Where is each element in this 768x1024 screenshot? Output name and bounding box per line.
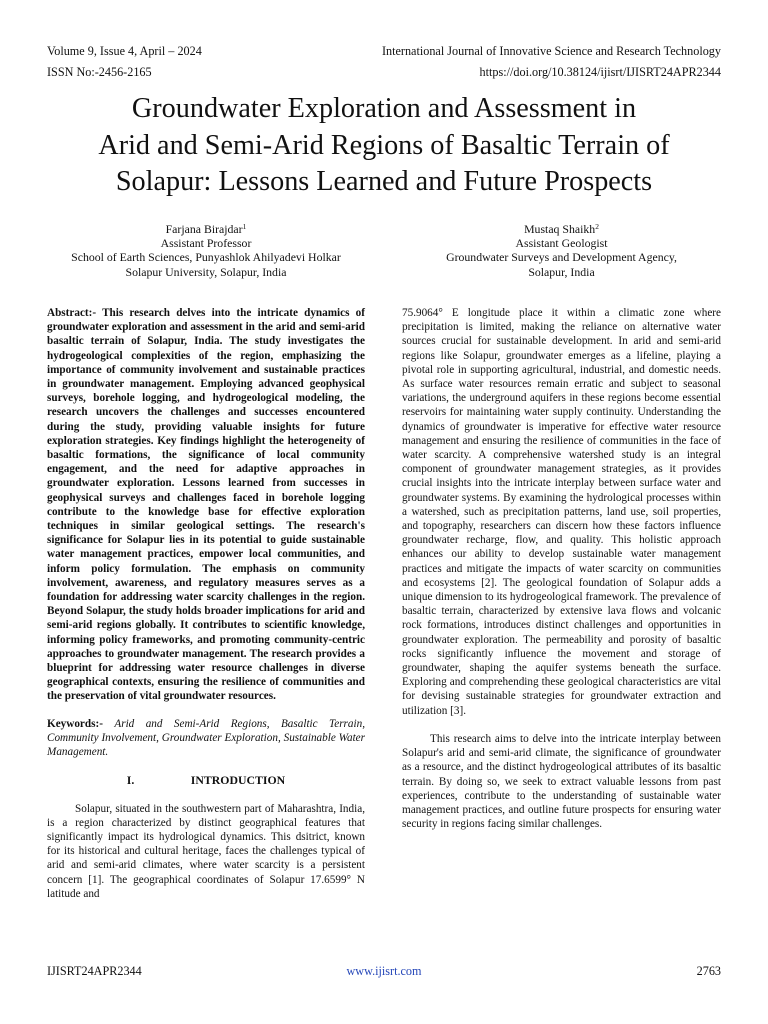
section-number: I. bbox=[126, 773, 135, 788]
author-block-1 bbox=[47, 222, 365, 279]
author-affiliation: Solapur, India bbox=[528, 264, 595, 279]
keywords-text: Arid and Semi-Arid Regions, Basaltic Terrain, Community Involvement, Groundwater Exploration, Sustainable Water Management. bbox=[47, 717, 366, 759]
issn: ISSN No:-2456-2165 bbox=[47, 65, 152, 79]
author-block-2 bbox=[402, 222, 721, 279]
intro-paragraph: This research aims to delve into the intricate interplay between Solapur's arid and semi-arid climate, the significance of groundwater as a resource, and the distinct hydrogeological attributes of its basaltic terrain. By doing so, we seek to extract valuable lessons from past experiences, contribute to the understanding of sustainable water management practices, and outline future prospects for ensuring water security in regions facing similar challenges. bbox=[402, 732, 721, 831]
author-role: Assistant Geologist bbox=[515, 236, 608, 251]
section-title: INTRODUCTION bbox=[190, 773, 286, 788]
title-line: Groundwater Exploration and Assessment in bbox=[131, 93, 637, 124]
author-affiliation: School of Earth Sciences, Punyashlok Ahilyadevi Holkar bbox=[71, 250, 341, 265]
volume-info: Volume 9, Issue 4, April – 2024 bbox=[47, 44, 202, 58]
page-number: 2763 bbox=[696, 964, 721, 978]
doi-link[interactable]: https://doi.org/10.38124/ijisrt/IJISRT24APR2344 bbox=[479, 65, 721, 79]
journal-name: International Journal of Innovative Science and Research Technology bbox=[381, 44, 721, 58]
abstract: Abstract:- This research delves into the intricate dynamics of groundwater exploration and assessment in the arid and semi-arid basaltic terrain of Solapur, India. The study investigates the hydrogeological complexities of the region, emphasizing the importance of community involvement and sustainable practices in groundwater management. Employing advanced geophysical surveys, borehole logging, and hydrogeological modeling, the research uncovers the challenges and successes encountered during the study, providing valuable insights for future exploration strategies. Key findings highlight the heterogeneity of basaltic formations, the significance of local community engagement, and the need for adaptive approaches in groundwater exploration. Lessons learned from successes in geophysical surveys and challenges faced in borehole logging contribute to the knowledge base for effective exploration techniques in similar geological settings. The research's significance for Solapur lies in its potential to guide sustainable water management practices, empower local communities, and inform policy formulation. The emphasis on community involvement, awareness, and regulatory measures serves as a foundation for addressing water scarcity challenges in the region. Beyond Solapur, the study holds broader implications for arid and semi-arid regions globally. It contributes to scientific knowledge, informing policy frameworks, and promoting community-centric approaches to groundwater management. The research provides a blueprint for addressing water resource challenges in diverse geographical contexts, ensuring the resilience of communities and the preservation of vital groundwater resources. bbox=[47, 307, 365, 703]
author-superscript: 2 bbox=[595, 222, 599, 231]
author-affiliation: Solapur University, Solapur, India bbox=[125, 264, 287, 279]
intro-paragraph: 75.9064° E longitude place it within a climatic zone where precipitation is limited, making the reliance on alternative water sources crucial for sustainable development. In arid and semi-arid regions like Solapur, groundwater emerges as a lifeline, playing a pivotal role in supporting agricultural, industrial, and domestic needs. As surface water resources remain erratic and subject to seasonal variations, the underground aquifers in these regions become essential reservoirs for maintaining water supply continuity. Understanding the dynamics of groundwater is imperative for effective water resource management and ensuring the resilience of communities in the face of water scarcity. A comprehensive watershed study is an integral component of groundwater management strategies, as it provides crucial insights into the intricate interplay between surface water and groundwater systems. By examining the hydrological processes within a watershed, such as precipitation patterns, land use, soil properties, and topography, researchers can discern how these factors influence groundwater recharge, flow, and quality. This holistic approach enhances our ability to develop sustainable water management practices and mitigate the impacts of water scarcity on communities and ecosystems [2]. The geological foundation of Solapur adds a unique dimension to its hydrogeological framework. The prevalence of basaltic terrain, characterized by extensive lava flows and volcanic rock formations, introduces distinct challenges and opportunities in groundwater exploration. The permeability and porosity of basaltic rocks significantly influence the movement and storage of groundwater, shaping the aquifer systems beneath the surface. Exploring and comprehending these geological characteristics are vital for devising sustainable strategies for groundwater extraction and utilization [3]. bbox=[402, 307, 721, 717]
keywords-label: Keywords:- bbox=[47, 717, 103, 730]
author-name: Mustaq Shaikh bbox=[524, 222, 596, 236]
section-heading bbox=[47, 773, 365, 787]
author-superscript: 1 bbox=[242, 222, 247, 231]
author-name: Farjana Birajdar bbox=[165, 222, 243, 236]
author-role: Assistant Professor bbox=[160, 236, 252, 251]
footer-website bbox=[0, 964, 768, 978]
keywords bbox=[47, 717, 365, 760]
right-column bbox=[402, 306, 721, 831]
left-column bbox=[47, 306, 365, 901]
title-line: Solapur: Lessons Learned and Future Prospects bbox=[115, 166, 653, 197]
author-affiliation: Groundwater Surveys and Development Agency, bbox=[446, 250, 677, 265]
intro-paragraph: Solapur, situated in the southwestern part of Maharashtra, India, is a region characterized by distinct geographical features that significantly impact its hydrological dynamics. This dsitrict, known for its historical and cultural heritage, faces the challenges typical of arid and semi-arid climates, where water scarcity is a persistent concern [1]. The geographical coordinates of Solapur 17.6599° N latitude and bbox=[47, 802, 365, 900]
paper-title bbox=[40, 91, 728, 201]
footer-paper-id: IJISRT24APR2344 bbox=[47, 964, 142, 978]
title-line: Arid and Semi-Arid Regions of Basaltic Terrain of bbox=[98, 129, 670, 161]
website-link[interactable]: www.ijisrt.com bbox=[346, 964, 422, 978]
